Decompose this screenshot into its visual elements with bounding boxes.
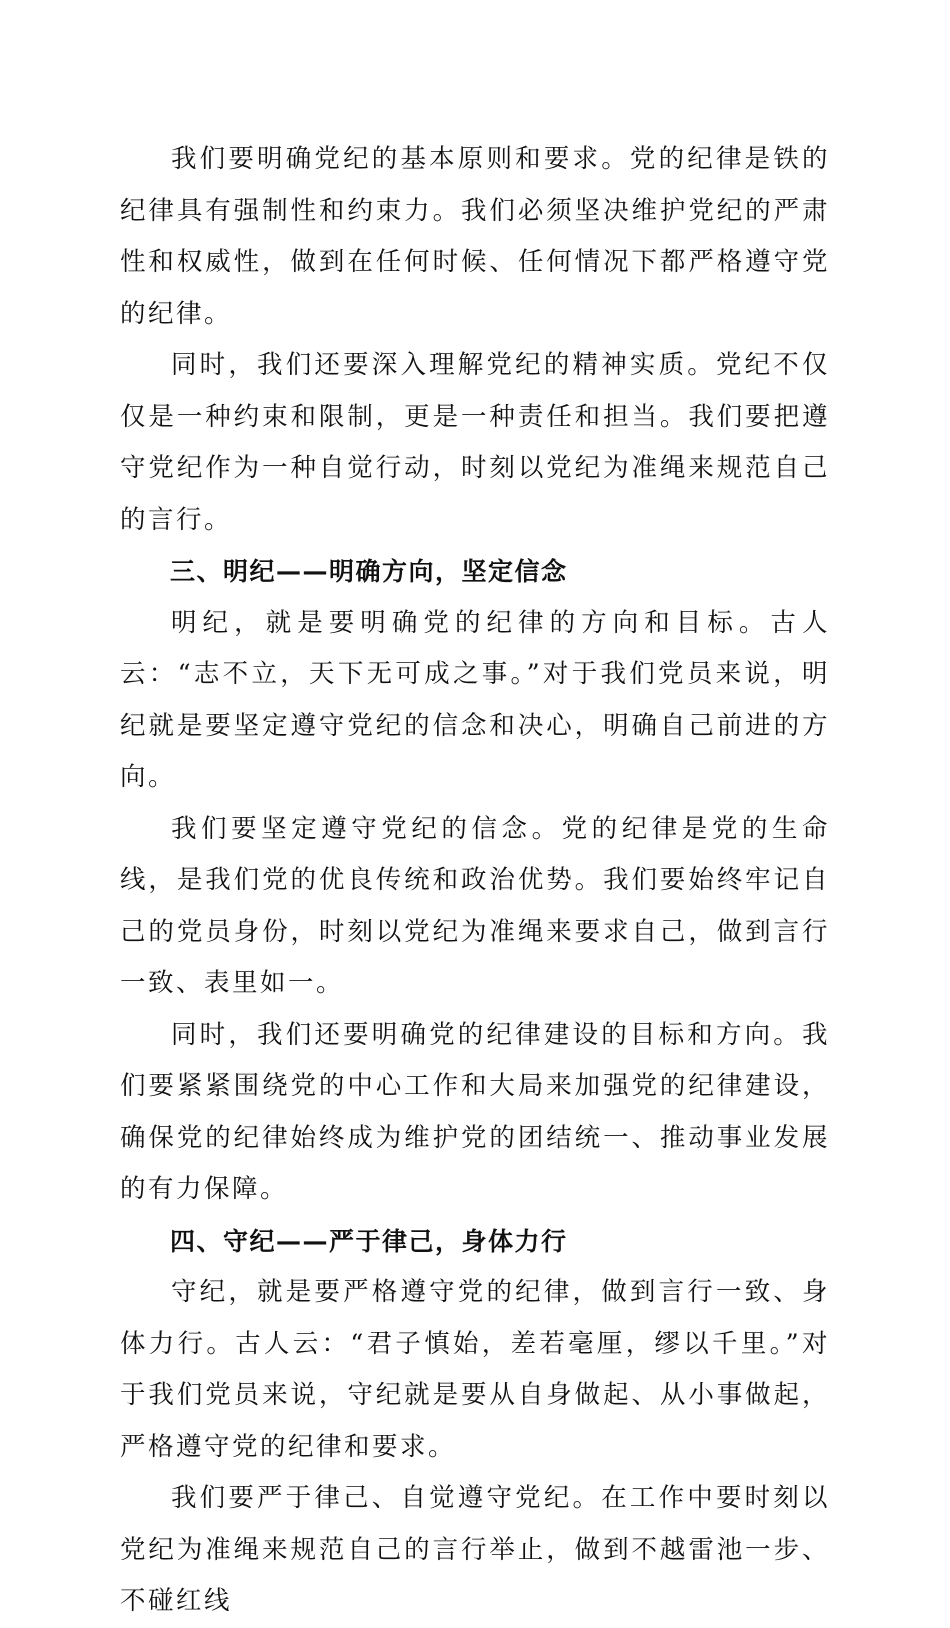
section-heading-3: 三、明纪——明确方向，坚定信念 — [170, 557, 568, 586]
paragraph-mingji-intro: 明纪，就是要明确党的纪律的方向和目标。古人云：“志不立，天下无可成之事。”对于我们党员来说，明纪就是要坚定遵守党纪的信念和决心，明确自己前进的方向。 — [120, 607, 830, 792]
paragraph-party-discipline-spirit: 同时，我们还要深入理解党纪的精神实质。党纪不仅仅是一种约束和限制，更是一种责任和担当。我们要把遵守党纪作为一种自觉行动，时刻以党纪为准绳来规范自己的言行。 — [120, 350, 830, 535]
section-heading-4: 四、守纪——严于律己，身体力行 — [170, 1226, 568, 1256]
paragraph-self-discipline: 我们要严于律己、自觉遵守党纪。在工作中要时刻以党纪为准绳来规范自己的言行举止，做到不越雷池一步、不碰红线 — [120, 1483, 830, 1616]
paragraph-party-discipline-principles: 我们要明确党纪的基本原则和要求。党的纪律是铁的纪律具有强制性和约束力。我们必须坚决维护党纪的严肃性和权威性，做到在任何时候、任何情况下都严格遵守党的纪律。 — [120, 144, 830, 329]
paragraph-shouji-intro: 守纪，就是要严格遵守党的纪律，做到言行一致、身体力行。古人云：“君子慎始，差若毫厘，缪以千里。”对于我们党员来说，守纪就是要从自身做起、从小事做起，严格遵守党的纪律和要求。 — [120, 1277, 830, 1462]
paragraph-firm-belief: 我们要坚定遵守党纪的信念。党的纪律是党的生命线，是我们党的优良传统和政治优势。我们要始终牢记自己的党员身份，时刻以党纪为准绳来要求自己，做到言行一致、表里如一。 — [120, 813, 830, 998]
document-page — [120, 134, 830, 1628]
paragraph-discipline-goals: 同时，我们还要明确党的纪律建设的目标和方向。我们要紧紧围绕党的中心工作和大局来加强党的纪律建设，确保党的纪律始终成为维护党的团结统一、推动事业发展的有力保障。 — [120, 1019, 830, 1204]
